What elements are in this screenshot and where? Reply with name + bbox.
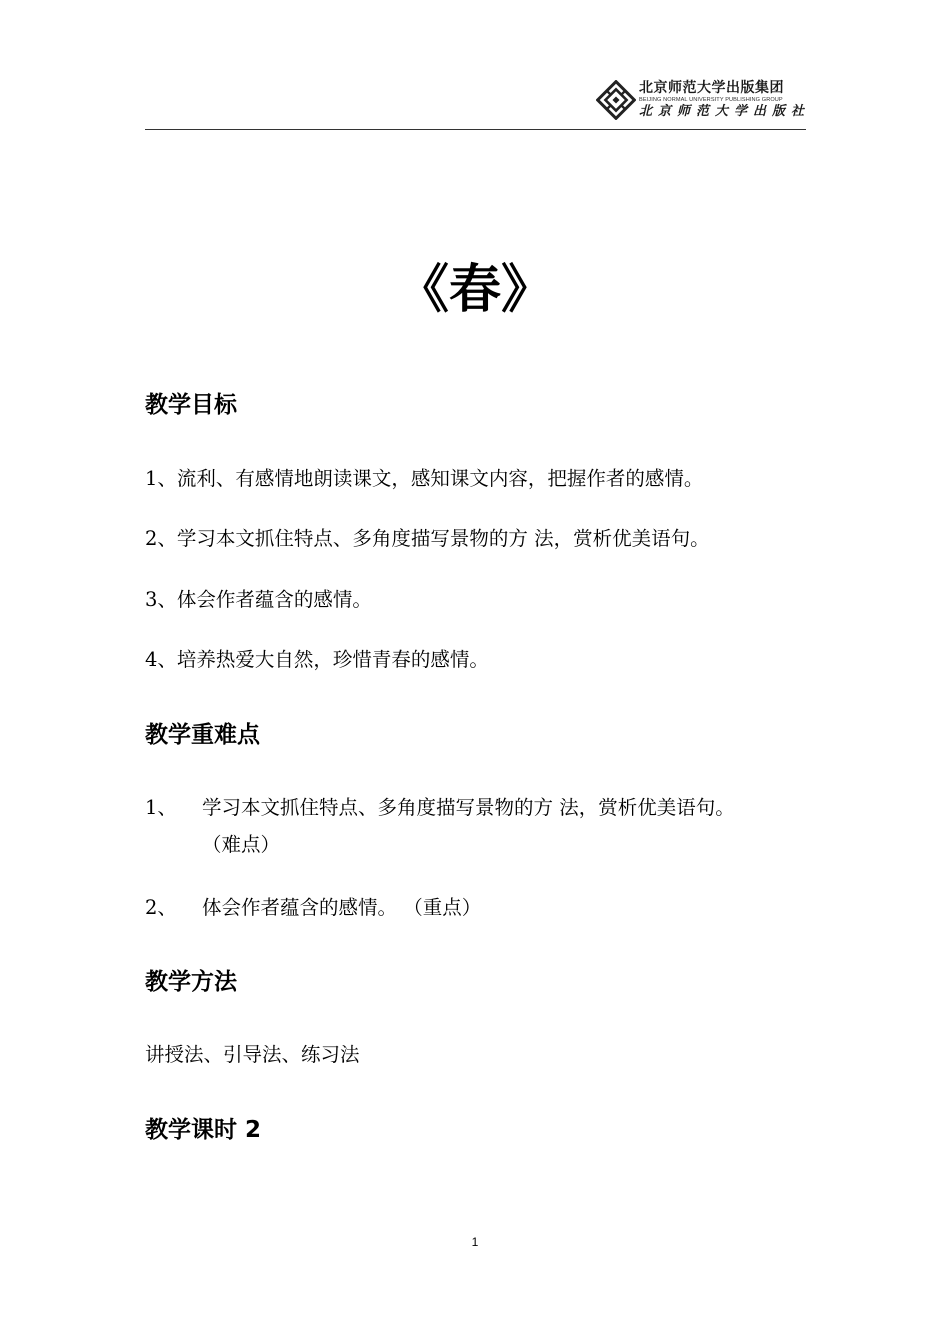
- publisher-name-cn: 北京师范大学出版集团: [639, 80, 784, 96]
- key-point-number: 1、: [145, 796, 177, 819]
- key-point-number: 2、: [145, 896, 177, 919]
- publisher-name-stylized: 北京师范大学出版社: [639, 104, 811, 119]
- objective-item: 2、学习本文抓住特点、多角度描写景物的方 法，赏析优美语句。: [145, 527, 710, 550]
- publisher-logo-text: [639, 80, 809, 120]
- heading-key-points: 教学重难点: [145, 722, 260, 748]
- heading-objectives: 教学目标: [145, 392, 237, 418]
- publisher-logo: [596, 80, 811, 124]
- page-header: [0, 0, 950, 140]
- key-point-text-continued: （难点）: [202, 833, 281, 856]
- publisher-name-en: BEIJING NORMAL UNIVERSITY PUBLISHING GROUP: [639, 97, 783, 103]
- methods-text: 讲授法、引导法、练习法: [145, 1043, 360, 1066]
- document-title: 《春》: [396, 260, 553, 320]
- key-point-text: 学习本文抓住特点、多角度描写景物的方 法，赏析优美语句。: [202, 796, 735, 819]
- page-number: 1: [471, 1235, 479, 1249]
- heading-methods: 教学方法: [145, 969, 237, 995]
- objective-item: 1、流利、有感情地朗读课文，感知课文内容，把握作者的感情。: [145, 467, 704, 490]
- objective-item: 3、体会作者蕴含的感情。: [145, 588, 372, 611]
- heading-hours: 教学课时 2: [145, 1117, 262, 1143]
- header-divider: [145, 129, 806, 130]
- key-point-text: 体会作者蕴含的感情。 （重点）: [202, 896, 482, 919]
- publisher-emblem-icon: [596, 80, 636, 120]
- objective-item: 4、培养热爱大自然，珍惜青春的感情。: [145, 648, 489, 671]
